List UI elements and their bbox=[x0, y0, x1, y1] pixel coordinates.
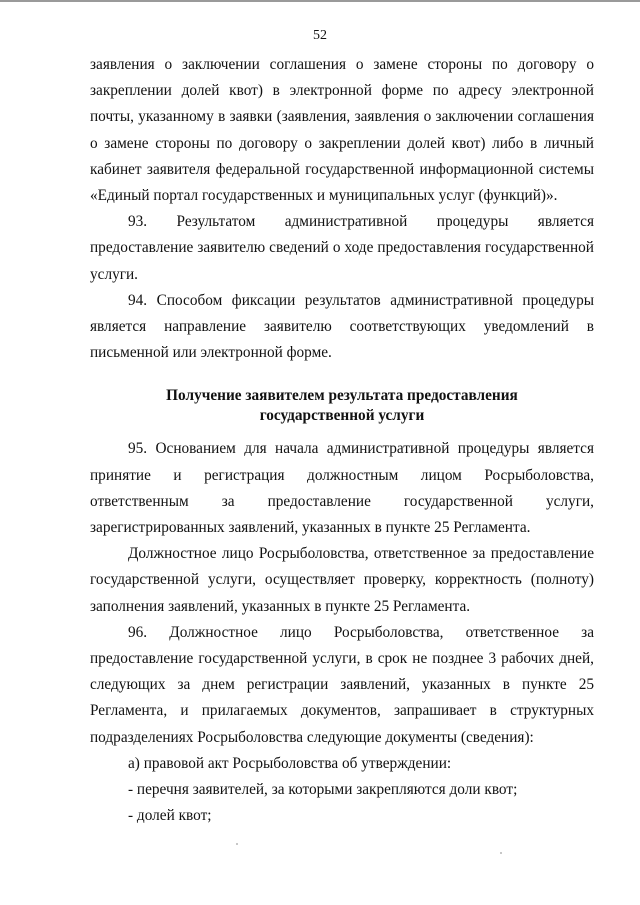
top-edge-rule bbox=[0, 0, 640, 2]
paragraph-95: 95. Основанием для начала административной процедуры является принятие и регистрация должностным лицом Росрыболовства, ответственным за предоставление государственной услуги, зарегистрированных заявлений, указанных в пункте 25 Регламента. bbox=[90, 440, 594, 537]
page-number: 52 bbox=[313, 28, 327, 43]
scan-speck bbox=[236, 843, 238, 845]
paragraph-96: 96. Должностное лицо Росрыболовства, ответственное за предоставление государственной услуги, в срок не позднее 3 рабочих дней, следующих за днем регистрации заявлений, указанных в пункте 25 Регламента, и прилагаемых документов, запрашивает в структурных подразделениях Росрыболовства следующие документы (сведения): bbox=[90, 623, 594, 746]
list-item-dash-1: - перечня заявителей, за которыми закрепляются доли квот; bbox=[128, 781, 518, 799]
paragraph-95-continued: Должностное лицо Росрыболовства, ответственное за предоставление государственной услуги, осуществляет проверку, корректность (полноту) заполнения заявлений, указанных в пункте 25 Регламента. bbox=[90, 545, 594, 615]
list-item-a: а) правовой акт Росрыболовства об утверждении: bbox=[128, 754, 452, 772]
list-item-dash-2: - долей квот; bbox=[128, 807, 212, 825]
section-heading bbox=[90, 386, 594, 426]
paragraph-continuation: заявления о заключении соглашения о замене стороны по договору о закреплении долей квот) в электронной форме по адресу электронной почты, указанному в заявки (заявления, заявления о заключении соглашения о замене стороны по договору о закреплении долей квот) либо в личный кабинет заявителя федеральной государственной информационной системы «Единый портал государственных и муниципальных услуг (функций)». bbox=[90, 56, 594, 205]
section-heading-line-2: государственной услуги bbox=[259, 407, 425, 425]
scan-speck bbox=[500, 852, 502, 854]
paragraph-93: 93. Результатом административной процедуры является предоставление заявителю сведений о ходе предоставления государственной услуги. bbox=[90, 213, 594, 283]
paragraph-94: 94. Способом фиксации результатов административной процедуры является направление заявителю соответствующих уведомлений в письменной или электронной форме. bbox=[90, 291, 594, 362]
document-body bbox=[90, 52, 594, 829]
section-heading-line-1: Получение заявителем результата предоставления bbox=[166, 387, 518, 405]
